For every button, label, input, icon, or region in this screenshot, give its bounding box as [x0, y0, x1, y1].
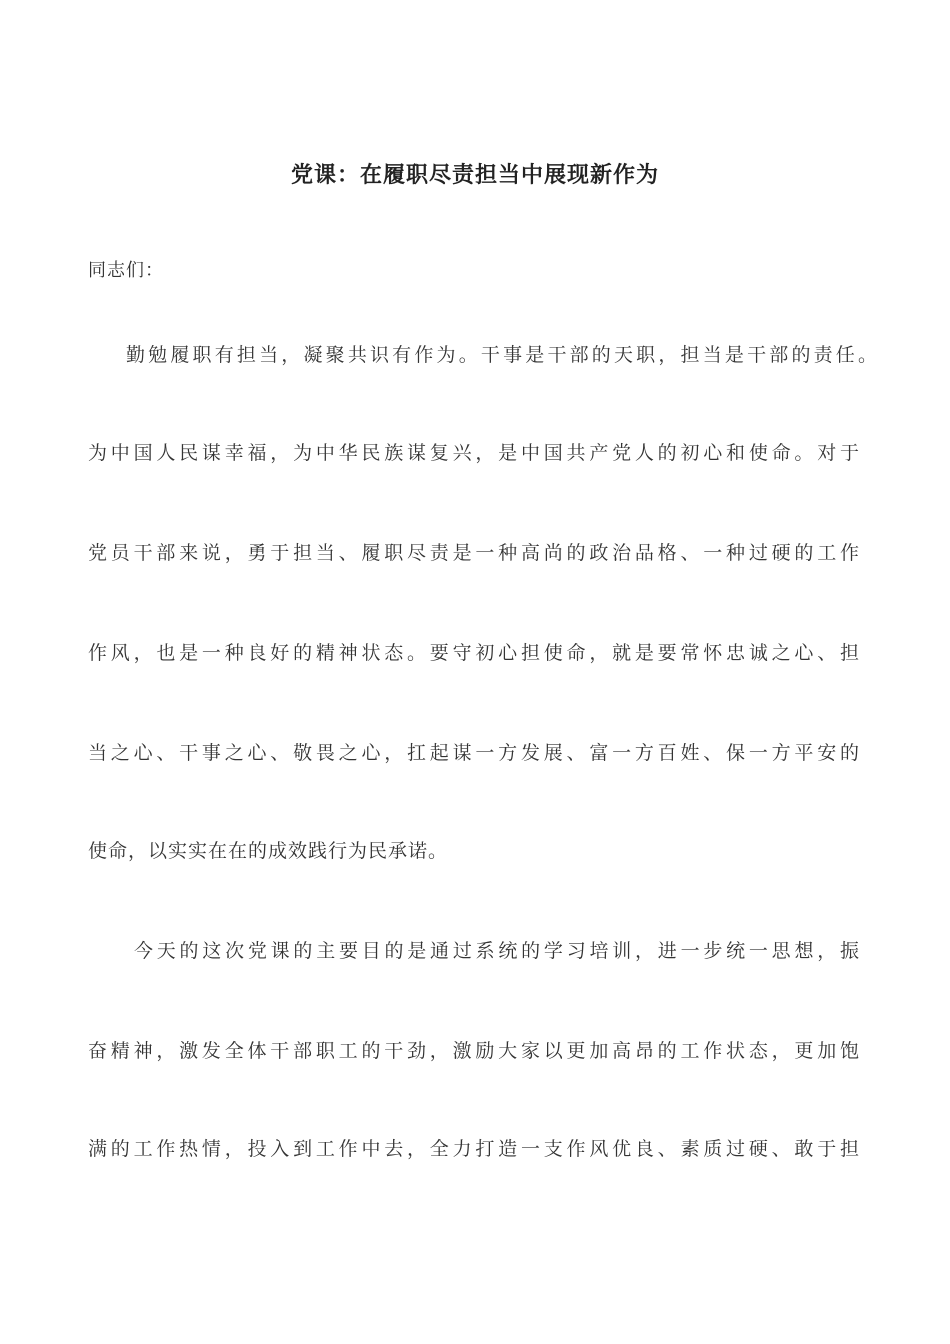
paragraph2-line: 今天的这次党课的主要目的是通过系统的学习培训，进一步统一思想，振 [134, 940, 860, 962]
paragraph1-line: 使命，以实实在在的成效践行为民承诺。 [88, 840, 449, 862]
paragraph2-line: 奋精神，激发全体干部职工的干劲，激励大家以更加高昂的工作状态，更加饱 [88, 1040, 860, 1062]
paragraph1-line: 作风，也是一种良好的精神状态。要守初心担使命，就是要常怀忠诚之心、担 [88, 642, 860, 664]
document-title: 党课：在履职尽责担当中展现新作为 [290, 163, 659, 188]
greeting: 同志们： [88, 260, 164, 281]
paragraph1-line: 为中国人民谋幸福，为中华民族谋复兴，是中国共产党人的初心和使命。对于 [88, 442, 860, 464]
paragraph1-line: 当之心、干事之心、敬畏之心，扛起谋一方发展、富一方百姓、保一方平安的 [88, 742, 860, 764]
paragraph1-line: 勤勉履职有担当，凝聚共识有作为。干事是干部的天职，担当是干部的责任。 [126, 344, 878, 366]
paragraph2-line: 满的工作热情，投入到工作中去，全力打造一支作风优良、素质过硬、敢于担 [88, 1138, 860, 1160]
paragraph1-line: 党员干部来说，勇于担当、履职尽责是一种高尚的政治品格、一种过硬的工作 [88, 542, 860, 564]
